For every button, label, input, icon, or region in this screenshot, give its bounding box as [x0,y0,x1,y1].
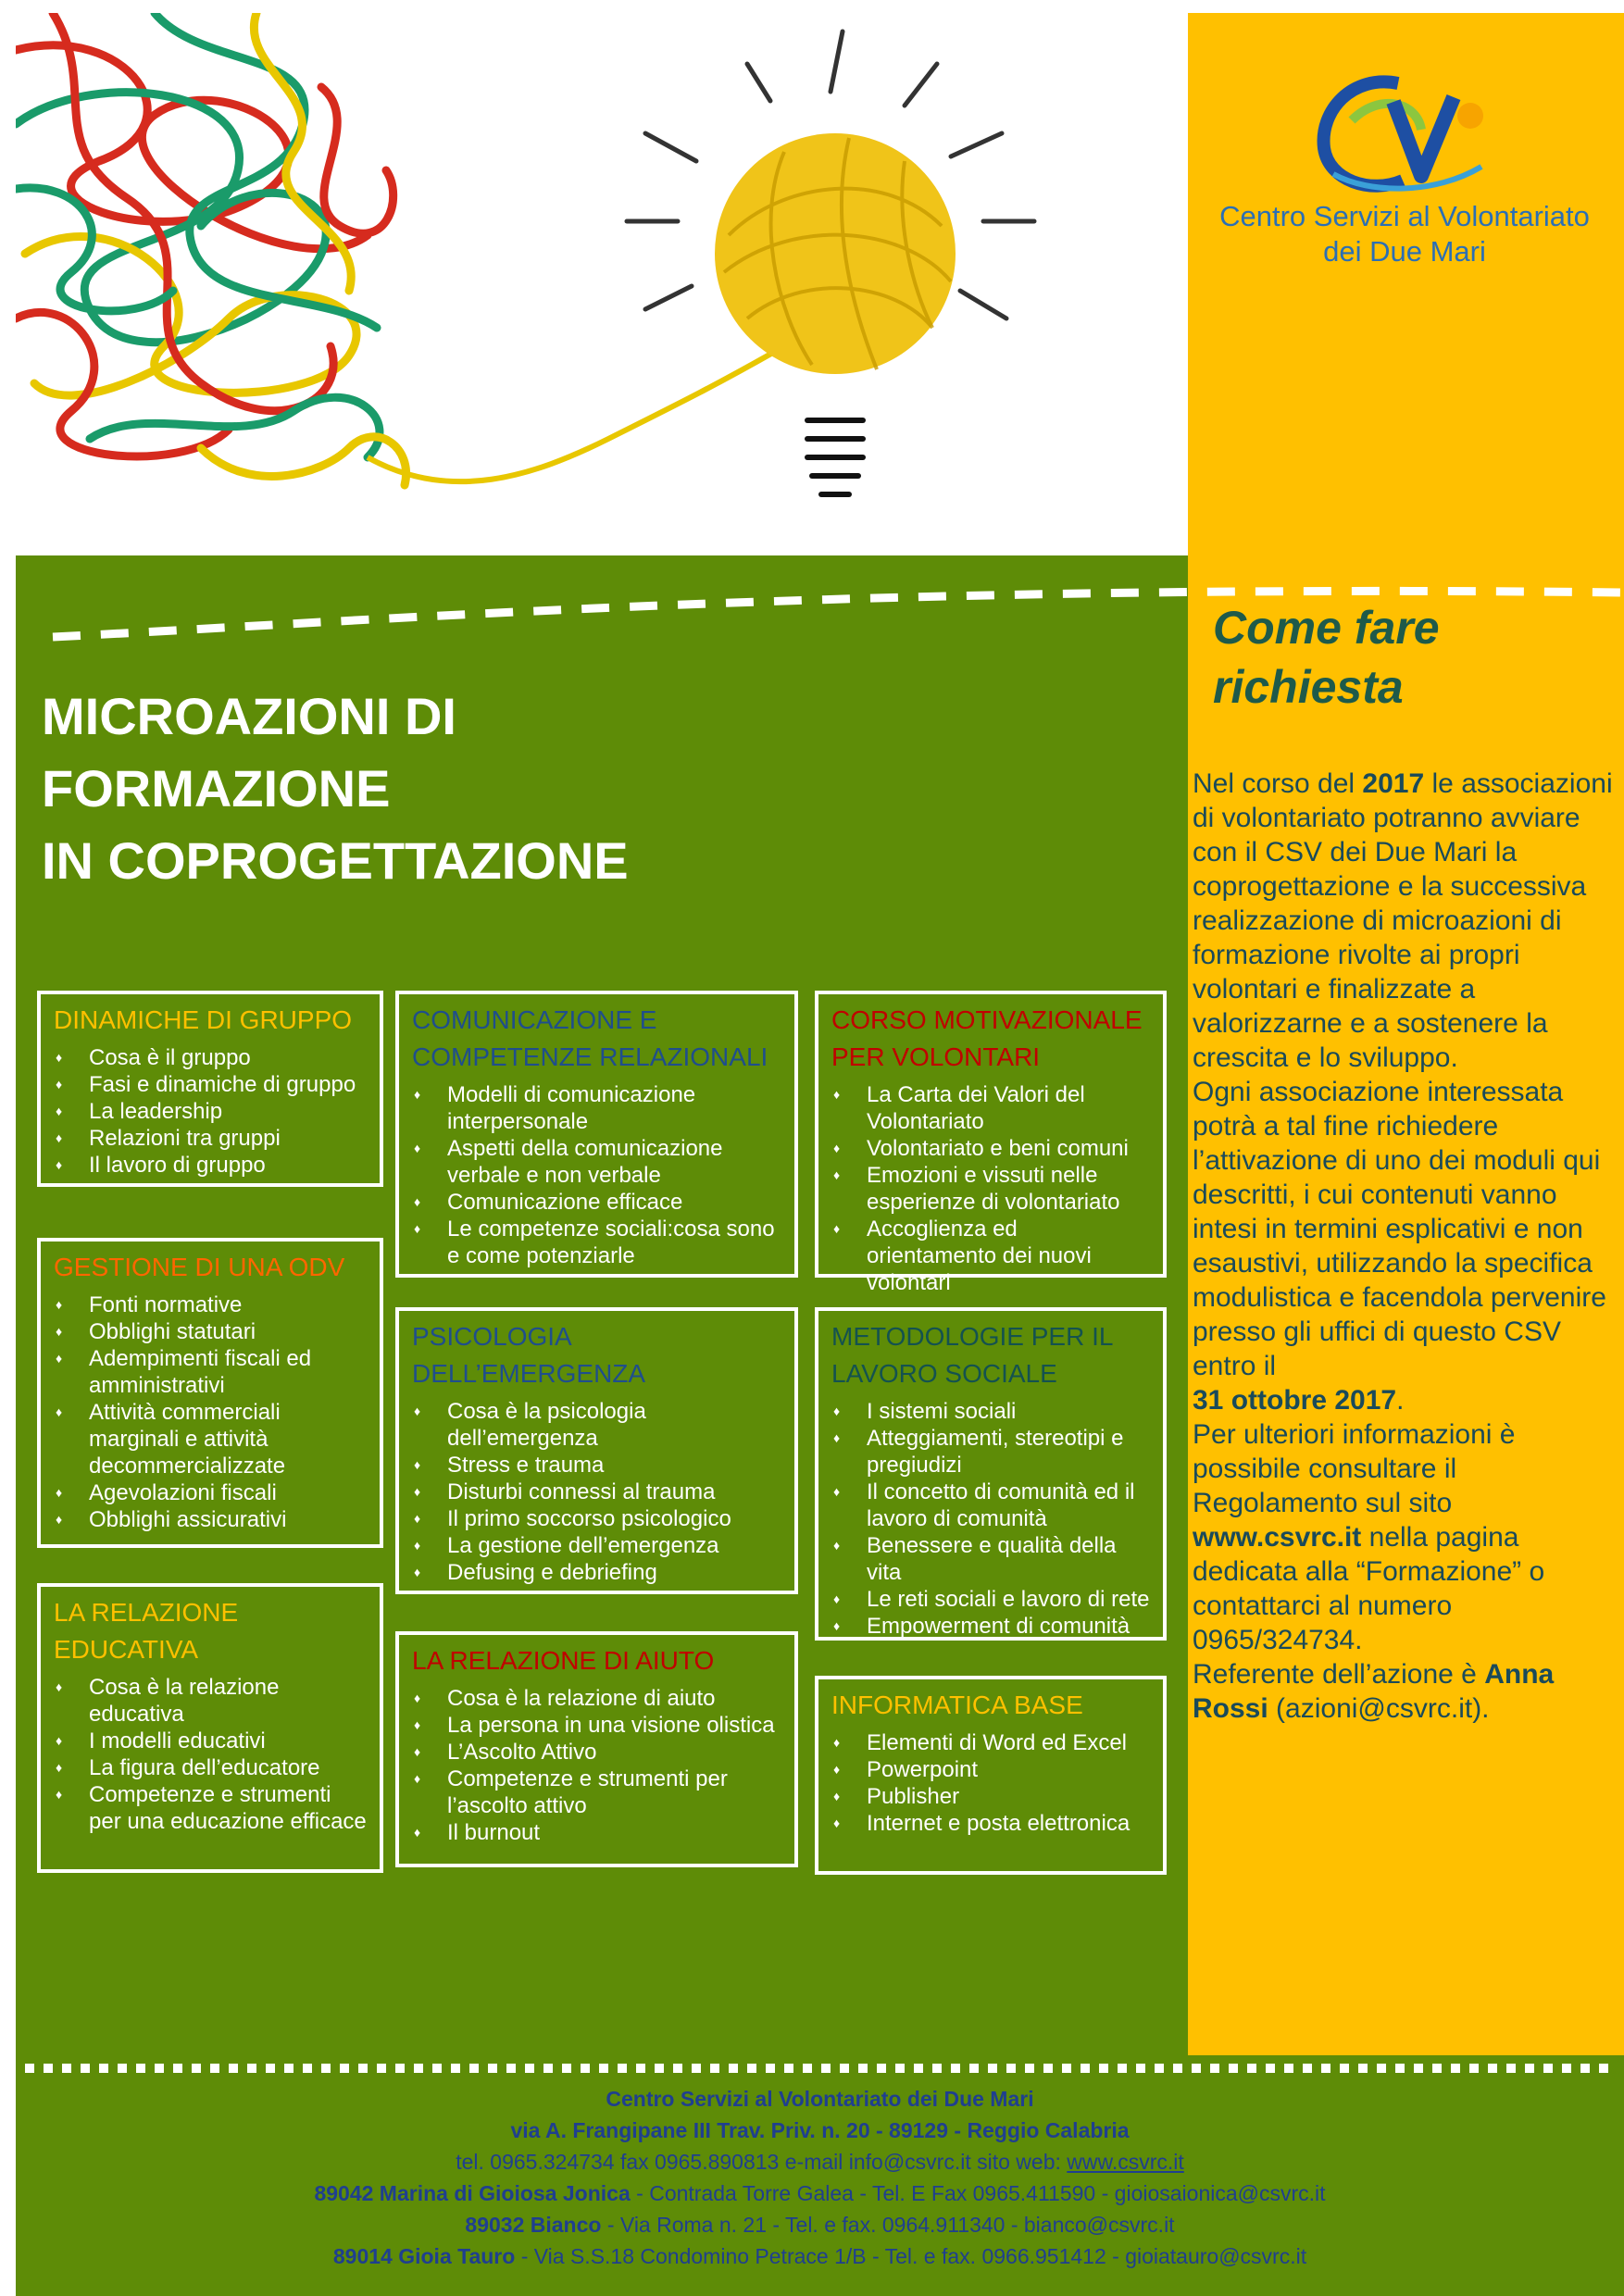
module-metodologie [815,1307,1167,1641]
footer-branch-bianco: 89032 Bianco - Via Roma n. 21 - Tel. e fax. 0964.911340 - bianco@csvrc.it [465,2213,1175,2237]
howto-site-link[interactable]: www.csvrc.it [1193,1522,1362,1553]
list-item: ♦ Cosa è la relazione di aiuto [412,1685,781,1712]
module-items [54,1292,367,1533]
module-comunicazione [395,991,798,1278]
module-informatica-base [815,1676,1167,1875]
list-item: ♦ La leadership [54,1098,367,1125]
module-heading: CORSO MOTIVAZIONALE PER VOLONTARI [831,1005,1143,1071]
list-item: ♦ Attività commerciali marginali e attività decommercializzate [54,1399,367,1479]
list-item: ♦ Cosa è il gruppo [54,1044,367,1071]
list-item: ♦ Cosa è la psicologia dell’emergenza [412,1398,781,1452]
list-item: ♦ Fasi e dinamiche di gruppo [54,1071,367,1098]
footer-branch-gioiosa: 89042 Marina di Gioiosa Jonica - Contrada Torre Galea - Tel. E Fax 0965.411590 - gioiosaionica@csvrc.it [314,2181,1326,2205]
list-item: ♦ Emozioni e vissuti nelle esperienze di volontariato [831,1162,1150,1216]
list-item: ♦ Competenze e strumenti per l’ascolto attivo [412,1766,781,1819]
list-item: ♦ Publisher [831,1783,1150,1810]
howto-p1-b: le associazioni di volontariato potranno avviare con il CSV dei Due Mari la coprogettazione e la successiva realizzazione di microazioni di formazione rivolte ai propri volontari e finalizzate a valorizzarne e a sostenere la crescita e lo sviluppo. [1193,768,1613,1073]
howto-p4-b: (azioni@csvrc.it). [1268,1693,1490,1724]
list-item: ♦ Stress e trauma [412,1452,781,1479]
list-item: ♦ Il burnout [412,1819,781,1846]
howto-p3-b: nella pagina dedicata alla “Formazione” o contattarci al numero 0965/324734. [1193,1522,1545,1655]
footer-org: Centro Servizi al Volontariato dei Due Mari [606,2087,1034,2111]
list-item: ♦ Empowerment di comunità [831,1613,1150,1640]
list-item: ♦ Il lavoro di gruppo [54,1152,367,1179]
list-item: ♦ Aspetti della comunicazione verbale e non verbale [412,1135,781,1189]
list-item: ♦ Obblighi assicurativi [54,1506,367,1533]
title-line1: MICROAZIONI DI [42,687,456,745]
logo-text-line1: Centro Servizi al Volontariato [1219,200,1590,232]
list-item: ♦ La Carta dei Valori del Volontariato [831,1081,1150,1135]
howto-title: Come fare richiesta [1213,602,1440,713]
csv-logo [1315,65,1500,204]
list-item: ♦ Competenze e strumenti per una educazione efficace [54,1781,367,1835]
page-title [42,680,875,897]
module-heading: COMUNICAZIONE E COMPETENZE RELAZIONALI [412,1005,768,1071]
yarn-lightbulb-illustration [16,13,1187,555]
list-item: ♦ Le reti sociali e lavoro di rete [831,1586,1150,1613]
csv-logo-text [1185,199,1624,269]
list-item: ♦ L’Ascolto Attivo [412,1739,781,1766]
module-items [54,1674,367,1835]
footer-address: via A. Frangipane III Trav. Priv. n. 20 - 89129 - Reggio Calabria [510,2118,1130,2142]
module-heading: INFORMATICA BASE [831,1691,1083,1719]
module-relazione-aiuto [395,1631,798,1867]
list-item: ♦ Cosa è la relazione educativa [54,1674,367,1728]
list-item: ♦ Atteggiamenti, stereotipi e pregiudizi [831,1425,1150,1479]
howto-p1-a: Nel corso del [1193,768,1363,799]
list-item: ♦ Il concetto di comunità ed il lavoro di comunità [831,1479,1150,1532]
footer-branch-gioia-tauro: 89014 Gioia Tauro - Via S.S.18 Condomino Petrace 1/B - Tel. e fax. 0966.951412 - gioiatauro@csvrc.it [332,2244,1307,2268]
list-item: ♦ I modelli educativi [54,1728,367,1754]
howto-p2-end: . [1396,1385,1405,1416]
title-line2: FORMAZIONE [42,759,391,817]
list-item: ♦ Volontariato e beni comuni [831,1135,1150,1162]
list-item: ♦ Powerpoint [831,1756,1150,1783]
module-heading: GESTIONE DI UNA ODV [54,1253,345,1281]
module-items [54,1044,367,1179]
list-item: ♦ Relazioni tra gruppi [54,1125,367,1152]
csv-logo-mark [1315,65,1500,204]
logo-text-line2: dei Due Mari [1323,235,1486,268]
list-item: ♦ Defusing e debriefing [412,1559,781,1586]
howto-year: 2017 [1362,768,1425,799]
module-items [412,1081,781,1269]
howto-p4-a: Referente dell’azione è [1193,1659,1485,1690]
footer-site-link[interactable]: www.csvrc.it [1067,2150,1184,2174]
howto-text [1193,767,1614,1726]
list-item: ♦ Accoglienza ed orientamento dei nuovi volontari [831,1216,1150,1296]
module-gestione-odv [37,1238,383,1548]
module-psicologia-emergenza [395,1307,798,1594]
hero-illustration [16,13,1187,555]
howto-deadline: 31 ottobre 2017 [1193,1385,1397,1416]
howto-contact-name: Anna Rossi [1193,1659,1555,1724]
module-dinamiche-di-gruppo [37,991,383,1187]
list-item: ♦ Adempimenti fiscali ed amministrativi [54,1345,367,1399]
list-item: ♦ Internet e posta elettronica [831,1810,1150,1837]
howto-p3-a: Per ulteriori informazioni è possibile consultare il Regolamento sul sito [1193,1419,1516,1518]
list-item: ♦ Elementi di Word ed Excel [831,1729,1150,1756]
list-item: ♦ Disturbi connessi al trauma [412,1479,781,1505]
footer [16,2055,1624,2296]
list-item: ♦ La figura dell’educatore [54,1754,367,1781]
module-items [412,1398,781,1586]
title-line3: IN COPROGETTAZIONE [42,831,629,890]
module-heading: LA RELAZIONE EDUCATIVA [54,1598,239,1664]
module-items [831,1729,1150,1837]
module-items [831,1398,1150,1640]
module-relazione-educativa [37,1583,383,1873]
module-heading: PSICOLOGIA DELL’EMERGENZA [412,1322,646,1388]
list-item: ♦ Agevolazioni fiscali [54,1479,367,1506]
dashed-divider-bottom [16,2055,1624,2083]
module-corso-motivazionale [815,991,1167,1295]
module-heading: LA RELAZIONE DI AIUTO [412,1646,715,1675]
list-item: ♦ Modelli di comunicazione interpersonale [412,1081,781,1135]
footer-contact: tel. 0965.324734 fax 0965.890813 e-mail info@csvrc.it sito web: www.csvrc.it [456,2150,1184,2174]
module-items [412,1685,781,1846]
module-heading: DINAMICHE DI GRUPPO [54,1005,353,1034]
list-item: ♦ Benessere e qualità della vita [831,1532,1150,1586]
list-item: ♦ I sistemi sociali [831,1398,1150,1425]
howto-p2-a: Ogni associazione interessata potrà a tal fine richiedere l’attivazione di uno dei moduli qui descritti, i cui contenuti vanno intesi in termini esplicativi e non esaustivi, utilizzando la specifica modulistica e facendola pervenire presso gli uffici di questo CSV entro il [1193,1077,1606,1381]
list-item: ♦ Obblighi statutari [54,1318,367,1345]
list-item: ♦ Fonti normative [54,1292,367,1318]
module-heading: METODOLOGIE PER IL LAVORO SOCIALE [831,1322,1113,1388]
list-item: ♦ Comunicazione efficace [412,1189,781,1216]
list-item: ♦ La persona in una visione olistica [412,1712,781,1739]
list-item: ♦ Le competenze sociali:cosa sono e come potenziarle [412,1216,781,1269]
list-item: ♦ Il primo soccorso psicologico [412,1505,781,1532]
module-items [831,1081,1150,1296]
list-item: ♦ La gestione dell’emergenza [412,1532,781,1559]
